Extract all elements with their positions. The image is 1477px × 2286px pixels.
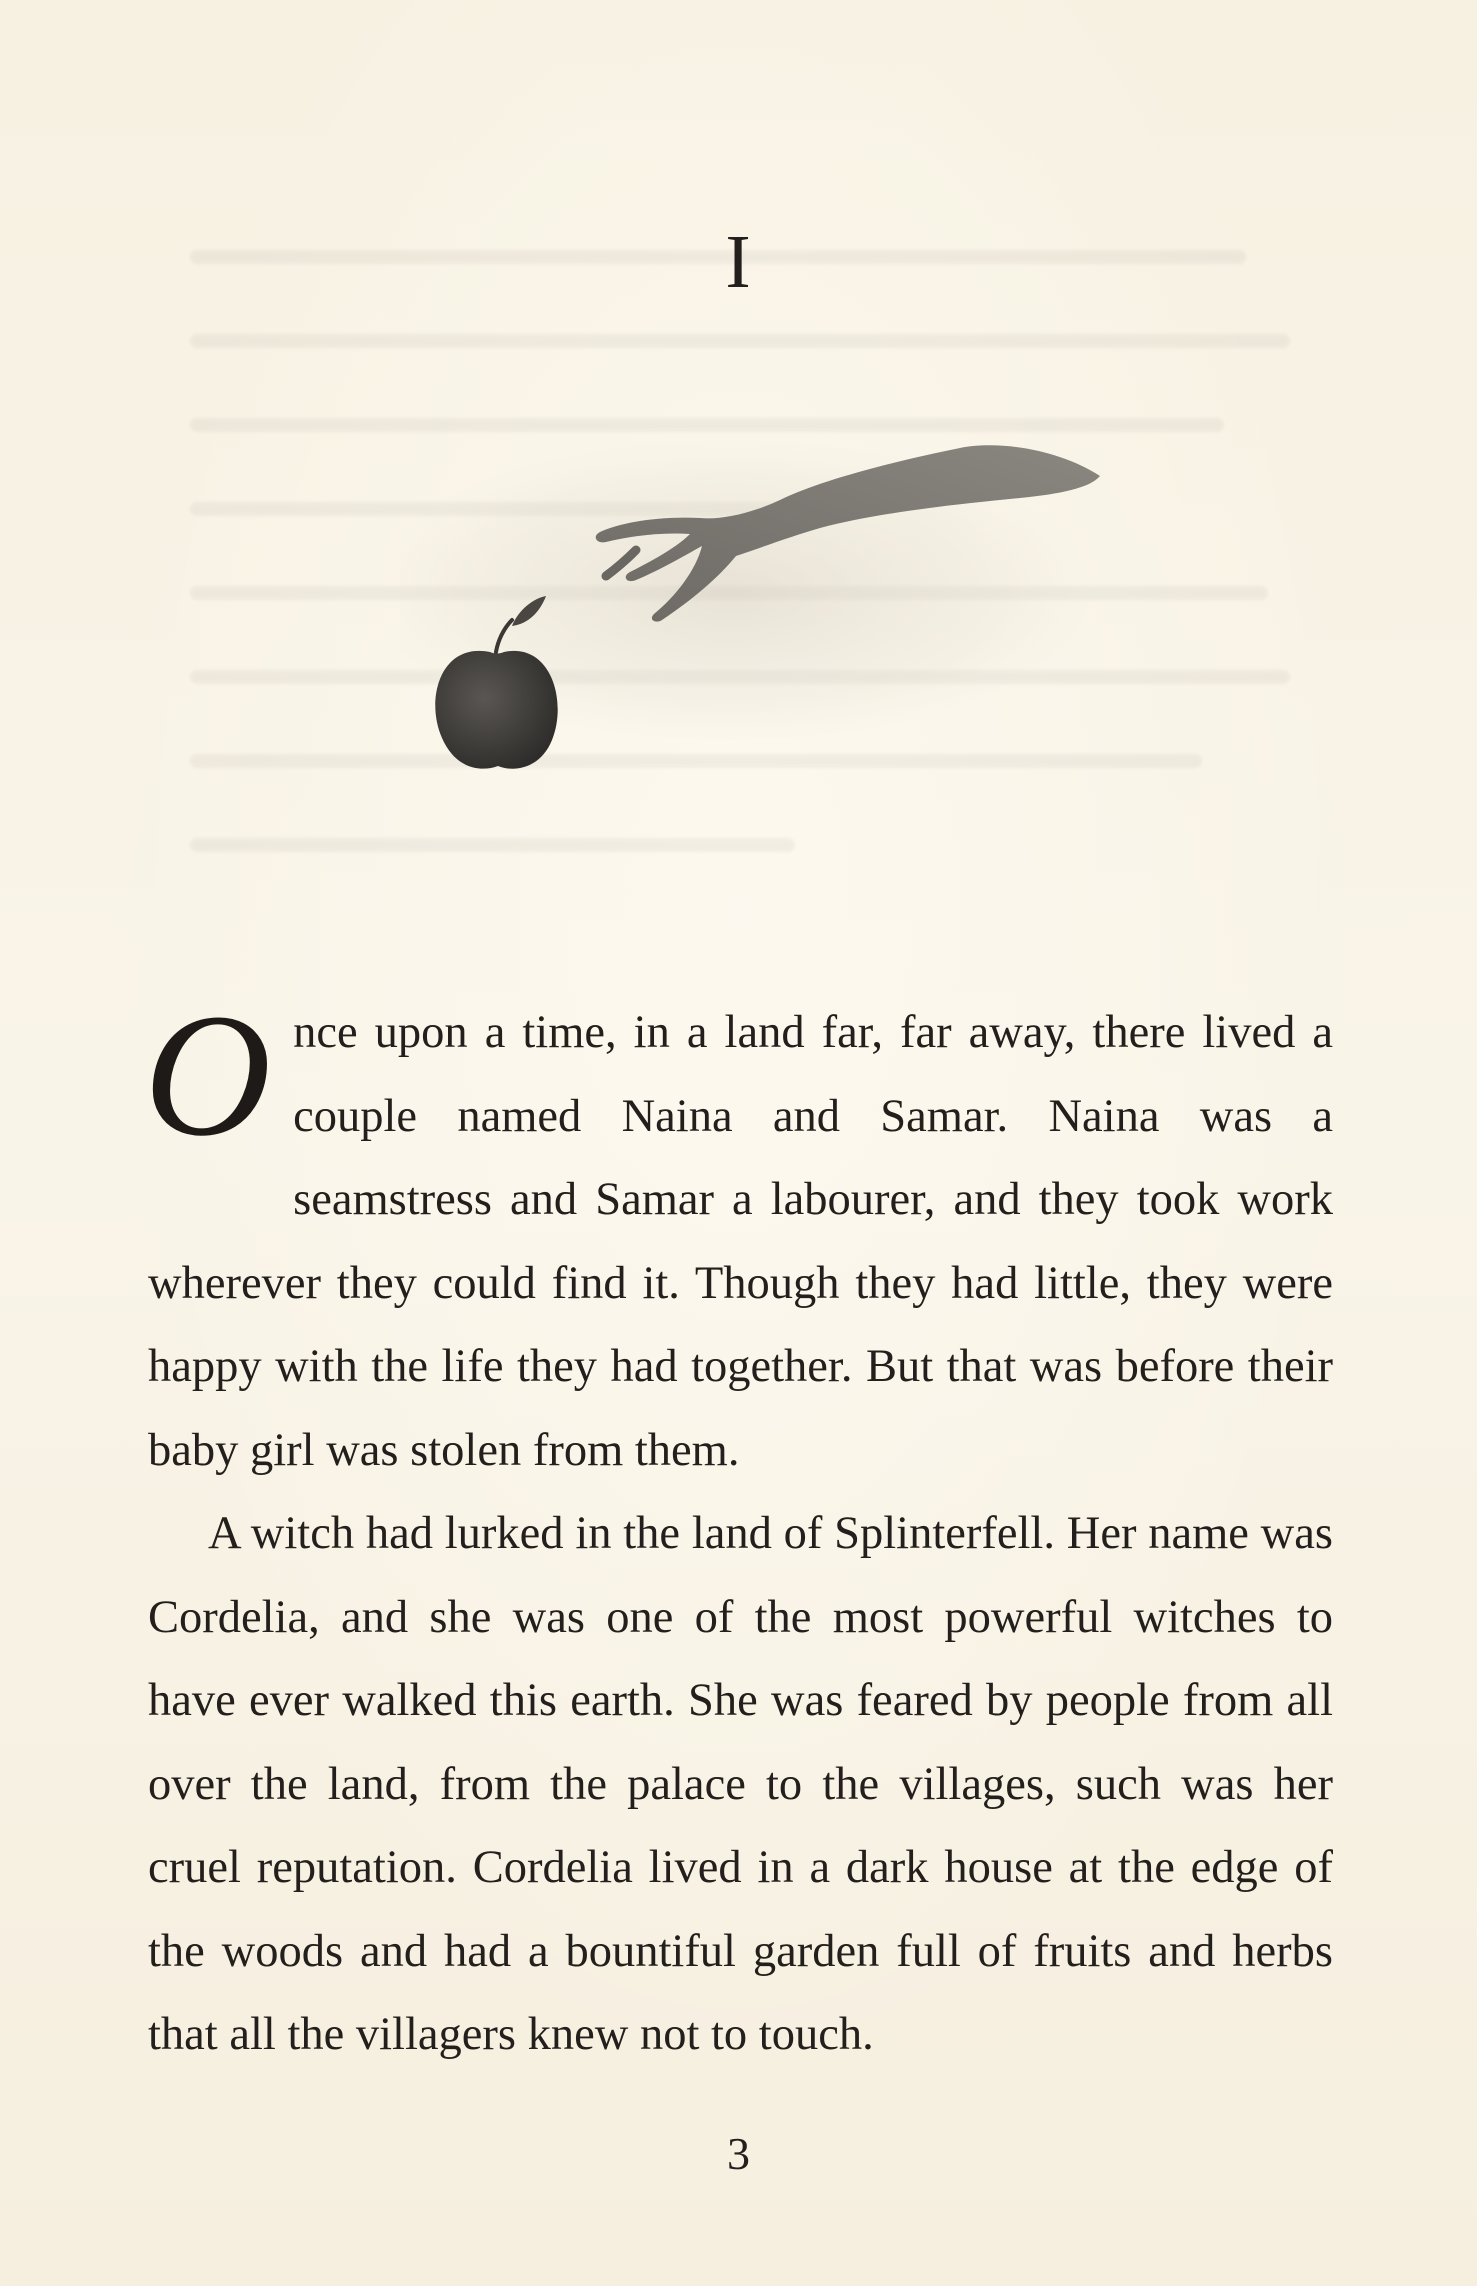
paragraph <box>144 978 1333 1492</box>
chapter-number: I <box>725 220 752 304</box>
apple-and-reaching-hand-illustration <box>400 420 1140 780</box>
drop-cap: O <box>144 978 272 1173</box>
paragraph <box>148 1492 1333 2077</box>
page-number: 3 <box>727 2128 750 2179</box>
paragraph-text: A witch had lurked in the land of Splinterfell. Her name was Cordelia, and she was one of the most powerful witches to have ever walked this earth. She was feared by people from all over the land, from the palace to the villages, such was her cruel reputation. Cordelia lived in a dark house at the edge of the woods and had a bountiful garden full of fruits and herbs that all the villagers knew not to touch. <box>148 1508 1333 2060</box>
paragraph-text: nce upon a time, in a land far, far away, there lived a couple named Naina and Samar. Naina was a seamstress and Samar a labourer, and they took work wherever they could find it. Though they had little, they were happy with the life they had together. But that was before their baby girl was stolen from them. <box>148 1007 1333 1476</box>
chapter-body-text <box>144 978 1333 2077</box>
